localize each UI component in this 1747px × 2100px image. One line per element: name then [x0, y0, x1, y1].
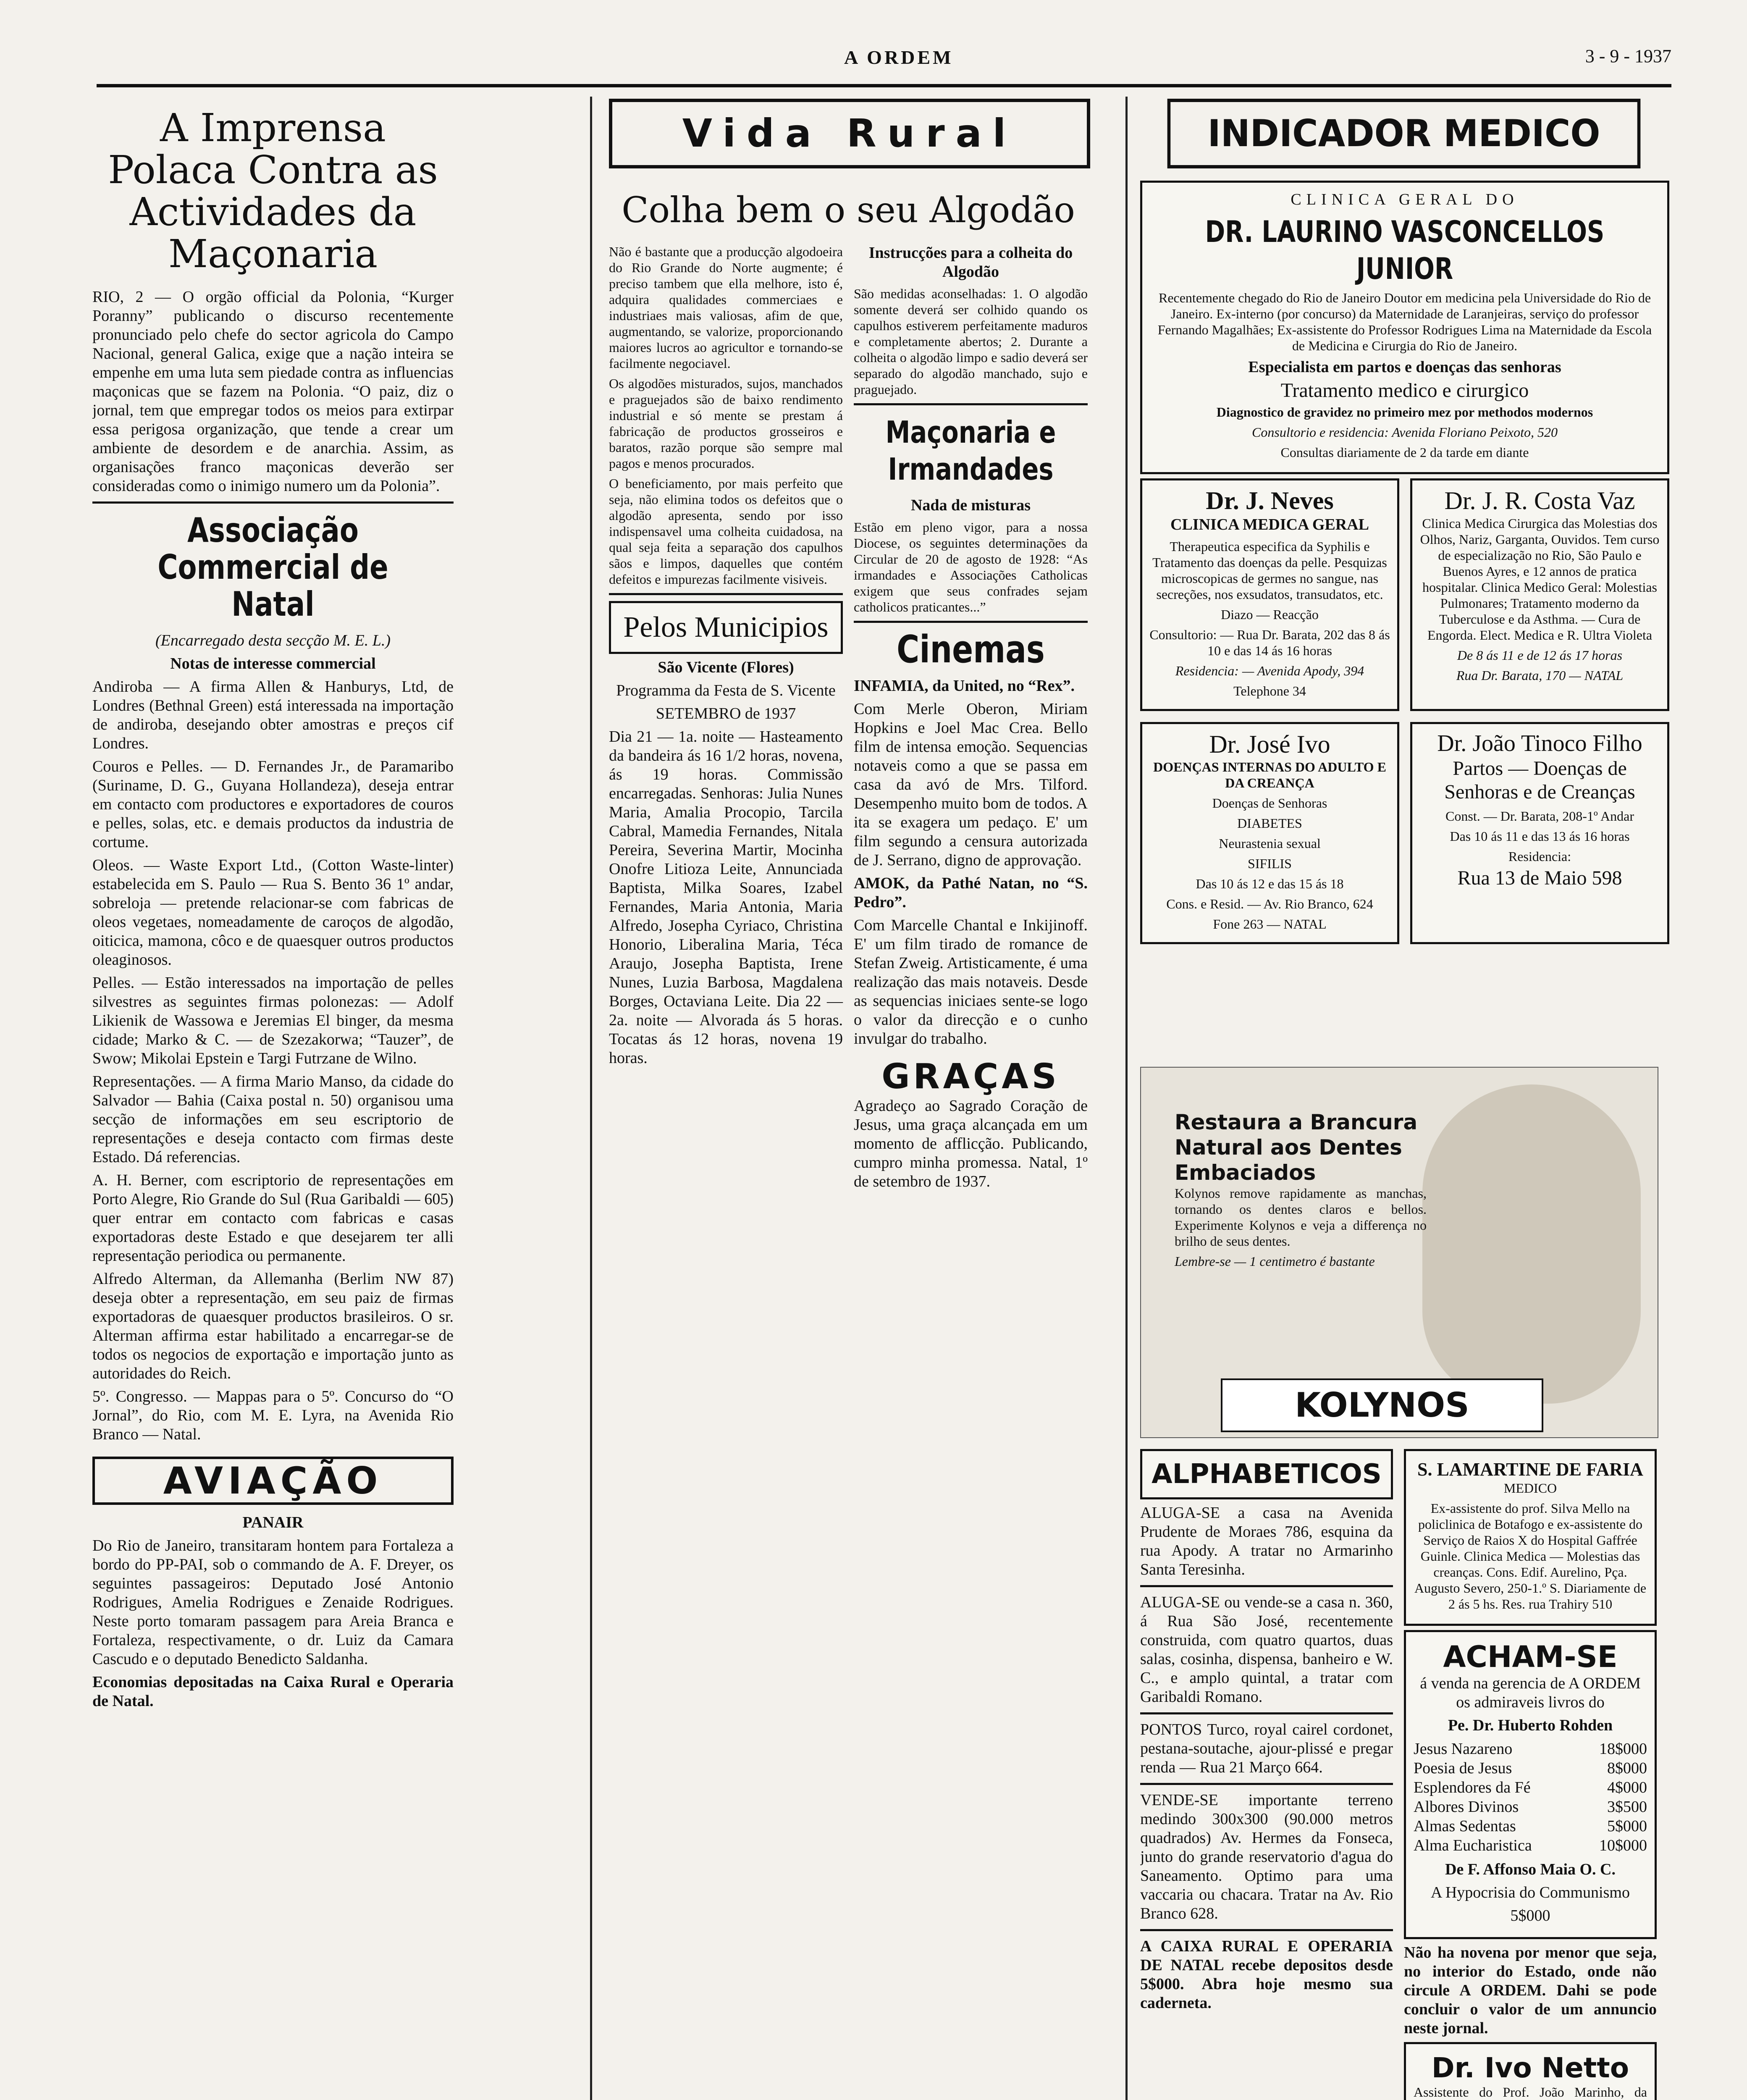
netto-body: Assistente do Prof. João Marinho, da	[1414, 2084, 1647, 2100]
aviation-body: Do Rio de Janeiro, transitaram hontem para Fortaleza a bordo do PP-PAI, sob o commando de A. F. Dreyer, os seguintes passageiros: Deputado José Antonio Rodrigues, Amelia Rodrigues e Zenaide Rodrigues. Neste porto tomaram passagem para Areia Branca e Fortaleza, respectivamente, o dr. Luiz da Camara Cascudo e o deputado Benedicto Saldanha.	[92, 1537, 454, 1668]
clinic-heading: CLINICA GERAL DO	[1291, 191, 1519, 208]
doctor-address: Consultorio: — Rua Dr. Barata, 202 das 8 ás 10 e das 14 ás 16 horas	[1149, 627, 1390, 658]
book-item: Albores Divinos 3$500	[1414, 1798, 1647, 1816]
netto-box	[1404, 2042, 1657, 2100]
note-paragraph: Oleos. — Waste Export Ltd., (Cotton Waste-linter) estabelecida em S. Paulo — Rua S. Bento 36 1º andar, sobreloja — pretende relacionar-se com fabricas de oleos vegetaes, nomeadamente de caroços de algodão, oiticica, mamona, côco e de quaesquer outros productos oleaginosos.	[92, 856, 454, 969]
aviation-subtitle: PANAIR	[242, 1514, 304, 1531]
faria-box	[1404, 1449, 1657, 1626]
article-column	[854, 244, 1088, 1195]
pelos-subtitle: São Vicente (Flores)	[658, 659, 794, 676]
doctor-address: Rua Dr. Barata, 170 — NATAL	[1456, 668, 1624, 683]
acham-author2: De F. Affonso Maia O. C.	[1445, 1861, 1616, 1878]
clinic-box	[1140, 181, 1669, 474]
pelos-title: Pelos Municipios	[609, 601, 843, 654]
doctor-line: Doenças de Senhoras	[1212, 795, 1327, 811]
note-paragraph: Alfredo Alterman, da Allemanha (Berlim NW 87) deseja obter a representação, em seu paiz de firmas exportadoras de quaesquer productos brasileiros. O sr. Alterman affirma estar habilitado a encarregar-se de todos os negocios de exportação e importação junto as autoridades do Reich.	[92, 1270, 454, 1382]
doctor-hours: Das 10 ás 11 e das 13 ás 16 horas	[1450, 829, 1630, 844]
doctor-card	[1140, 722, 1399, 944]
doctor-clinic: CLINICA MEDICA GERAL	[1170, 516, 1369, 533]
book-item: Almas Sedentas 5$000	[1414, 1817, 1647, 1835]
note-paragraph: Andiroba — A firma Allen & Hanburys, Ltd, de Londres (Bethnal Green) está interessada na importação de andiroba, desejando obter amostras e preços cif Londres.	[92, 678, 454, 752]
ad-divider	[1140, 1783, 1393, 1785]
note-paragraph: Pelles. — Estão interessados na importação de pelles silvestres as seguintes firmas polonezas: — Adolf Likienik de Wassowa e Jeremias El binger, da mesma cidade; Marko & C. — de Szezakorwa; “Tauzer”, de Swow; Mikolai Epstein e Targi Futrzane de Wilno.	[92, 974, 454, 1067]
cinemas-body: Com Merle Oberon, Miriam Hopkins e Joel Mac Crea. Bello film de intensa emoção. Sequencias notaveis como a que se passa em casa da avó de Mrs. Tilford. Desempenho muito bom de todos. A ita se exagera um pedaço. E' um film segundo a censura autorizada de J. Serrano, digno de approvação.	[854, 700, 1088, 869]
page-header	[97, 25, 1671, 88]
doctor-hours: Das 10 ás 12 e das 15 ás 18	[1196, 876, 1344, 891]
cinemas-title: Cinemas	[897, 627, 1045, 672]
header-rule	[97, 84, 1671, 87]
classifieds-left	[1140, 1445, 1393, 2100]
section-divider	[854, 403, 1088, 405]
note-paragraph: Representações. — A firma Mario Manso, da cidade do Salvador — Bahia (Caixa postal n. 50) organisou uma secção de informações em seu escriptorio de representações e deseja contacto com firmas deste Estado. Dá referencias.	[92, 1073, 454, 1166]
column-divider	[590, 97, 592, 2100]
acham-author: Pe. Dr. Huberto Rohden	[1448, 1717, 1613, 1734]
cotton-article	[609, 244, 1088, 1195]
warning-text: Não ha novena por menor que seja, no interior do Estado, onde não circule A ORDEM. Dahi se pode concluir o valor de um annuncio neste jornal.	[1404, 1944, 1657, 2037]
clinic-hours: Consultas diariamente de 2 da tarde em diante	[1280, 445, 1529, 460]
ad-divider	[1140, 1712, 1393, 1714]
aviation-heading: AVIAÇÃO	[92, 1457, 454, 1505]
article-paragraph: O beneficiamento, por mais perfeito que seja, não elimina todos os defeitos que o algodão apresenta, sendo por isso indispensavel uma colheita cuidadosa, na qual seja feita a separação dos capulhos sãos e limpos, daquelles que contém defeitos e impurezas facilmente visiveis.	[609, 476, 843, 587]
doctor-hours: De 8 ás 11 e de 12 ás 17 horas	[1457, 648, 1623, 663]
doctor-name: Dr. João Tinoco Filho	[1437, 730, 1642, 756]
left-column	[92, 99, 454, 2100]
classifieds-area	[1140, 1445, 1657, 2100]
doctor-card	[1140, 478, 1399, 711]
doctor-name: Dr. J. R. Costa Vaz	[1444, 487, 1635, 514]
masonry-title: Maçonaria e Irmandades	[885, 415, 1056, 487]
doctor-residence: Rua 13 de Maio 598	[1457, 867, 1622, 889]
classified-ad: PONTOS Turco, royal cairel cordonet, pestana-soutache, ajour-plissé e pregar renda — Rua 21 Março 664.	[1140, 1721, 1393, 1776]
article-column	[609, 244, 843, 1195]
article-title: Colha bem o seu Algodão	[622, 189, 1075, 231]
classified-ad: VENDE-SE importante terreno medindo 300x300 (90.000 metros quadrados) Av. Hermes da Fonseca, junto do grande reservatorio d'agua do Saneamento. Optimo para uma vaccaria ou chacara. Tratar na Av. Rio Branco 628.	[1140, 1791, 1393, 1922]
doctor-line: DIABETES	[1237, 816, 1302, 831]
ad-copy	[1175, 1110, 1427, 1273]
gracas-title: GRAÇAS	[881, 1057, 1060, 1097]
acham-box	[1404, 1630, 1657, 1939]
woman-portrait	[1422, 1084, 1641, 1404]
masonry-subtitle: Nada de misturas	[910, 496, 1031, 514]
indicador-medico-banner: INDICADOR MEDICO	[1167, 99, 1641, 168]
book-item: Alma Eucharistica 10$000	[1414, 1837, 1647, 1854]
doctor-body: DOENÇAS INTERNAS DO ADULTO E DA CREANÇA	[1153, 759, 1386, 790]
acham-title: ACHAM-SE	[1443, 1640, 1618, 1674]
faria-role: MEDICO	[1503, 1480, 1557, 1496]
doctor-phone: Fone 263 — NATAL	[1213, 916, 1327, 932]
doctor-cards-row	[1140, 478, 1669, 711]
book-item: Esplendores da Fé 4$000	[1414, 1779, 1647, 1796]
doctor-address: Cons. e Resid. — Av. Rio Branco, 624	[1166, 896, 1373, 911]
faria-body: Ex-assistente do prof. Silva Mello na policlinica de Botafogo e ex-assistente do Serviço de Raios X do Hospital Gaffrée Guinle. Clinica Medica — Molestias das creanças. Cons. Edif. Aurelino, Pça. Augusto Severo, 250-1.º S. Diariamente de 2 ás 5 hs. Res. rua Trahiry 510	[1414, 1501, 1647, 1612]
article-body: RIO, 2 — O orgão official da Polonia, “Kurger Poranny” publicando o discurso recentemente pronunciado pelo chefe do sector agricola do Campo Nacional, general Galica, exige que a nação inteira se empenhe em uma luta sem piedade contra as influencias maçonicas que se fazem na Polonia. “O paiz, diz o jornal, tem que empregar todos os meios para extirpar essa perigosa organização, que tende a crear um ambiente de desordem e de anarchia. Assim, as organisações franco maçonicas deverão ser consideradas como o inimigo numero um da Polonia”.	[92, 288, 454, 495]
classifieds-right	[1404, 1445, 1657, 2100]
aviation-footer: Economias depositadas na Caixa Rural e Operaria de Natal.	[92, 1673, 454, 1710]
clinic-specialty: Especialista em partos e doenças das senhoras	[1248, 358, 1561, 376]
program-month: SETEMBRO de 1937	[656, 705, 796, 722]
classified-ad: ALUGA-SE a casa na Avenida Prudente de Moraes 786, esquina da rua Apody. A tratar no Armarinho Santa Teresinha.	[1140, 1504, 1393, 1578]
subheading: Notas de interesse commercial	[170, 655, 376, 672]
newspaper-title: A ORDEM	[844, 47, 954, 68]
clinic-body: Recentemente chegado do Rio de Janeiro Doutor em medicina pela Universidade do Rio de Janeiro. Ex-interno (por concurso) da Maternidade de Laranjeiras, serviço do professor Fernando Magalhães; Ex-assistente do Professor Rodrigues Lima na Maternidade da Escola de Medicina e Cirurgia do Rio de Janeiro.	[1157, 290, 1652, 353]
article-paragraph: Os algodões misturados, sujos, manchados e praguejados são de baixo rendimento industrial e só mente se prestam á fabricação de productos grosseiros e baratos, razão porque são sempre mal pagos e menos procurados.	[609, 376, 843, 471]
alphabeticos-title: ALPHABETICOS	[1140, 1449, 1393, 1499]
ad-headline: Restaura a Brancura Natural aos Dentes Embaciados	[1175, 1110, 1418, 1185]
book-item: Poesia de Jesus 8$000	[1414, 1759, 1647, 1777]
doctor-cards-row	[1140, 722, 1669, 944]
doctor-name: Dr. J. Neves	[1206, 487, 1334, 514]
clinic-treatment: Tratamento medico e cirurgico	[1280, 379, 1529, 402]
doctor-line: Neurastenia sexual	[1219, 836, 1321, 851]
doctor-phone: Telephone 34	[1233, 683, 1306, 698]
column-divider	[1125, 97, 1128, 2100]
classifieds-grid	[1140, 1445, 1657, 2100]
doctor-name: Dr. José Ivo	[1209, 730, 1330, 758]
section-divider	[609, 593, 843, 595]
note-paragraph: A. H. Berner, com escriptorio de representações em Porto Alegre, Rio Grande do Sul (Rua Garibaldi — 605) quer entrar em contacto com fabricas e casas exportadoras deste Estado e que desejarem ter alli representação periodica ou permanente.	[92, 1171, 454, 1265]
section-divider	[92, 501, 454, 504]
doctor-card	[1410, 478, 1669, 711]
doctor-residence: Residencia: — Avenida Apody, 394	[1175, 663, 1364, 678]
netto-name: Dr. Ivo Netto	[1431, 2052, 1629, 2084]
classified-ad: ALUGA-SE ou vende-se a casa n. 360, á Rua São José, recentemente construida, com quatro quartos, duas salas, cosinha, dispensa, banheiro e W. C., e amplo quintal, a tratar com Garibaldi Romano.	[1140, 1593, 1393, 1706]
program-title: Programma da Festa de S. Vicente	[616, 682, 836, 699]
doctor-address: Const. — Dr. Barata, 208-1º Andar	[1445, 808, 1634, 824]
ad-divider	[1140, 1585, 1393, 1587]
doctor-line: SIFILIS	[1248, 856, 1292, 871]
doctor-residence-label: Residencia:	[1508, 849, 1571, 864]
doctor-body: Therapeutica especifica da Syphilis e Tratamento das doenças da pelle. Pesquizas microscopicas de germes no sangue, nas secreções, nos exsudatos, transudatos, etc.	[1152, 539, 1387, 602]
doctor-reaction: Diazo — Reacção	[1221, 607, 1319, 622]
note-paragraph: Couros e Pelles. — D. Fernandes Jr., de Paramaribo (Suriname, D. G., Guyana Hollandeza), deseja entrar em contacto com productores e exportadores de couros e pelles, solas, etc. e demais productos da industria de cortume.	[92, 758, 454, 851]
kolynos-ad	[1140, 1067, 1658, 1438]
masonry-body: Estão em pleno vigor, para a nossa Diocese, os seguintes determinações da Circular de 20 de agosto de 1928: “As irmandades e Associações Catholicas exigem que seus confrades sejam catholicos praticantes...”	[854, 520, 1088, 614]
doctor-body: Clinica Medica Cirurgica das Molestias dos Olhos, Nariz, Garganta, Ouvidos. Tem curso de especialização no Rio, São Paulo e Buenos Ayres, e 12 annos de pratica hospitalar. Clinica Medico Geral: Molestias Pulmonares; Tratamento moderno da Tuberculose e da Asthma. — Cura de Engorda. Elect. Medica e R. Ultra Violeta	[1420, 516, 1660, 643]
clinic-address: Consultorio e residencia: Avenida Floriano Peixoto, 520	[1252, 425, 1558, 440]
gracas-body: Agradeço ao Sagrado Coração de Jesus, uma graça alcançada em um momento de afflicção. Publicando, cumpro minha promessa. Natal, 1º de setembro de 1937.	[854, 1097, 1088, 1190]
commercial-notes	[92, 677, 454, 1444]
middle-column	[609, 181, 1088, 2100]
article-title: Associação Commercial de Natal	[157, 511, 388, 624]
article-title: A Imprensa Polaca Contra as Actividades da Maçonaria	[108, 105, 438, 276]
ad-body: Kolynos remove rapidamente as manchas, tornando os dentes claros e bellos. Experimente Kolynos e veja a differença no brilho de seus dentes.	[1175, 1186, 1427, 1249]
clinic-name: DR. LAURINO VASCONCELLOS JUNIOR	[1205, 215, 1605, 286]
doctor-body: Partos — Doenças de Senhoras e de Creanças	[1444, 757, 1635, 803]
faria-name: S. LAMARTINE DE FARIA	[1417, 1459, 1643, 1480]
ad-tip: Lembre-se — 1 centimetro é bastante	[1175, 1254, 1375, 1269]
article-paragraph: Não é bastante que a producção algodoeira do Rio Grande do Norte augmente; é preciso tambem que ella melhore, isto é, adquira qualidades commerciaes e industriaes mais valiosas, afim de que, augmentando, se valorize, proporcionando maiores lucros ao agricultor e tornando-se facilmente negociavel.	[609, 244, 843, 371]
acham-body: á venda na gerencia de A ORDEM os admiraveis livros do	[1420, 1675, 1641, 1711]
caixa-ad: A CAIXA RURAL E OPERARIA DE NATAL recebe depositos desde 5$000. Abra hoje mesmo sua caderneta.	[1140, 1937, 1393, 2012]
byline: (Encarregado desta secção M. E. L.)	[155, 632, 391, 649]
instructions-body: São medidas aconselhadas: 1. O algodão somente deverá ser colhido quando os capulhos estiverem perfeitamente maduros e completamente abertos; 2. Durante a colheita o algodão limpo e sadio deverá ser separado do algodão manchado, sujo e praguejado.	[854, 286, 1088, 397]
doctor-card	[1410, 722, 1669, 944]
amok-body: Com Marcelle Chantal e Inkijinoff. E' um film tirado de romance de Stefan Zweig. Artisticamente, é uma realização das mais notaveis. Desde as sequencias iniciaes sente-se logo o valor da direcção e o cunho invulgar do trabalho.	[854, 916, 1088, 1047]
book-item: Jesus Nazareno 18$000	[1414, 1740, 1647, 1758]
clinic-diag: Diagnostico de gravidez no primeiro mez por methodos modernos	[1216, 404, 1593, 420]
toothpaste-tube: KOLYNOS	[1221, 1378, 1543, 1432]
acham-book2-price: 5$000	[1510, 1907, 1550, 1924]
issue-date: 3 - 9 - 1937	[1585, 46, 1671, 66]
cinemas-subtitle: INFAMIA, da United, no “Rex”.	[854, 677, 1075, 695]
vida-rural-banner: Vida Rural	[609, 99, 1090, 168]
book-list	[1414, 1739, 1647, 1855]
program-body: Dia 21 — 1a. noite — Hasteamento da bandeira ás 16 1/2 horas, novena, ás 19 horas. Commissão encarregadas. Senhoras: Julia Nunes Maria, Amalia Procopio, Tarcila Cabral, Mamedia Fernandes, Nitala Pereira, Severina Martir, Mocinha Onofre Litioza Leite, Annunciada Baptista, Milka Soares, Izabel Fernandes, Maria Antonia, Maria Alfredo, Josepha Cyriaco, Christina Honorio, Liberalina Maria, Téca Araujo, Josepha Baptista, Irene Nunes, Luzia Barbosa, Magdalena Borges, Octaviana Leite. Dia 22 — 2a. noite — Alvorada ás 5 horas. Tocatas ás 12 horas, novena 19 horas.	[609, 728, 843, 1067]
acham-book2: A Hypocrisia do Communismo	[1431, 1884, 1630, 1901]
ad-divider	[1140, 1929, 1393, 1931]
amok-title: AMOK, da Pathé Natan, no “S. Pedro”.	[854, 874, 1088, 911]
note-paragraph: 5º. Congresso. — Mappas para o 5º. Concurso do “O Jornal”, do Rio, com M. E. Lyra, na Avenida Rio Branco — Natal.	[92, 1388, 454, 1443]
instructions-title: Instrucções para a colheita do Algodão	[868, 244, 1073, 281]
section-divider	[854, 621, 1088, 623]
